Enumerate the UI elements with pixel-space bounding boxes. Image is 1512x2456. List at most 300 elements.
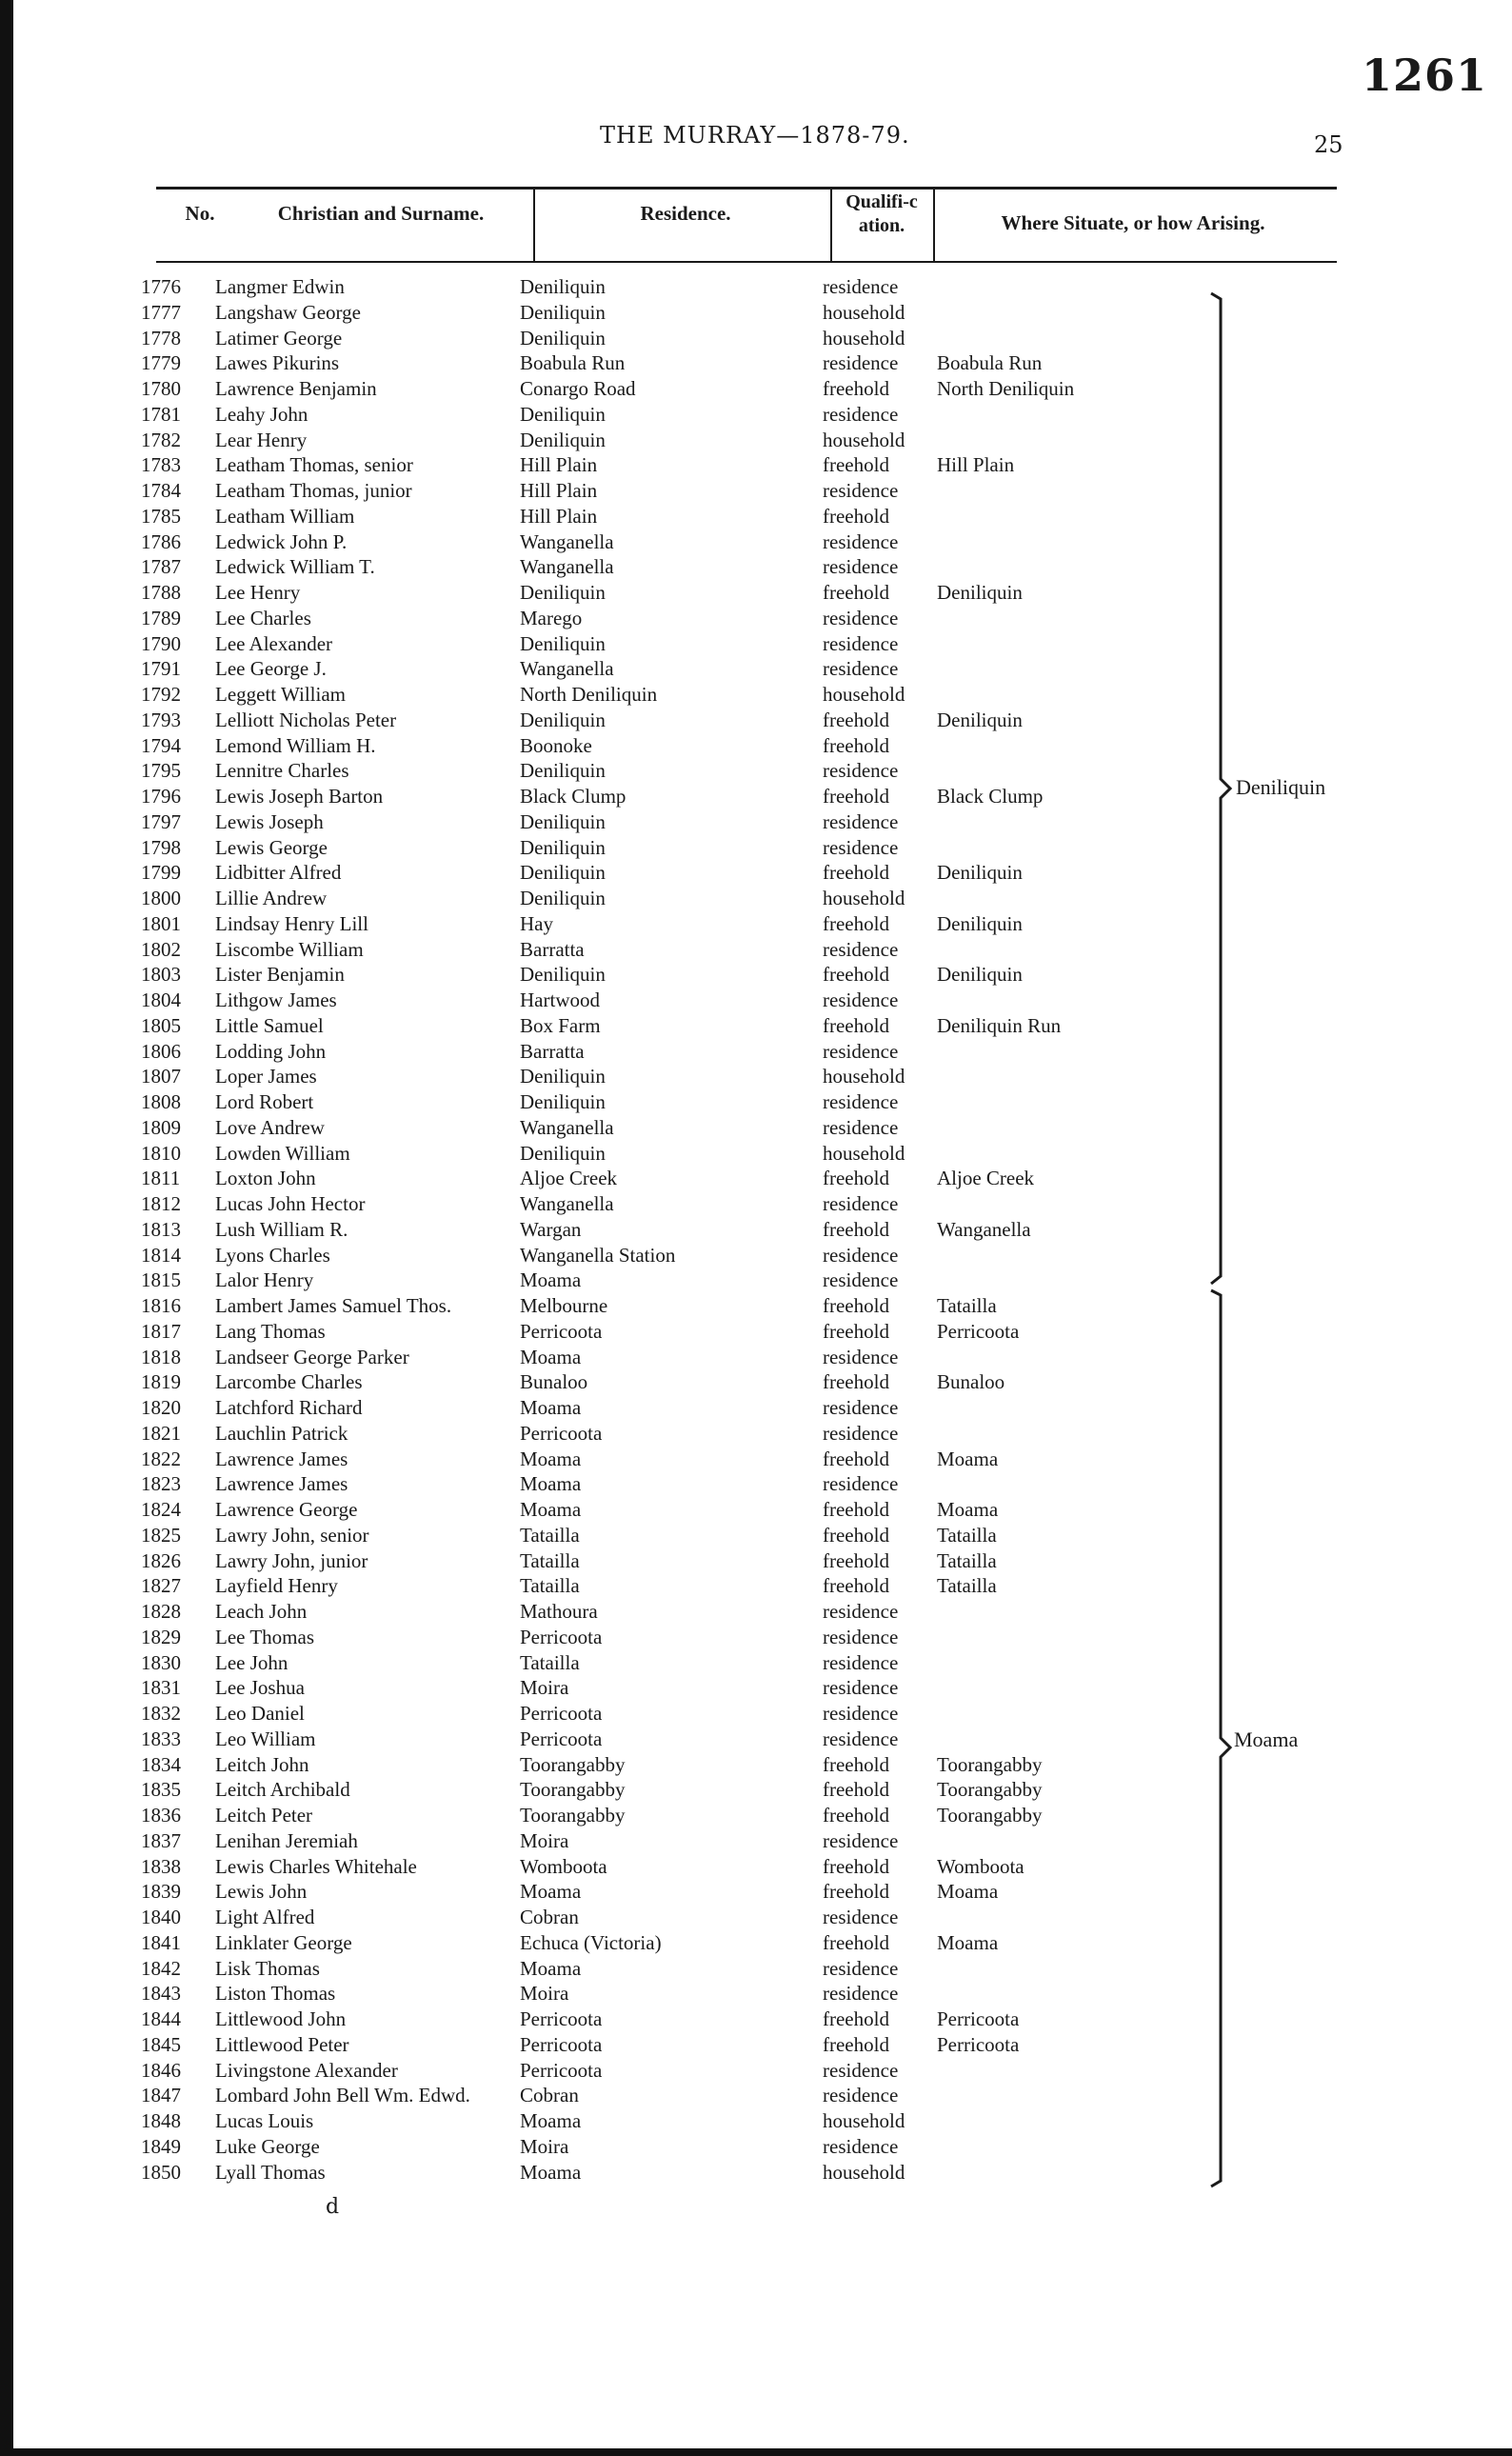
entry-number: 1836 <box>141 1804 181 1827</box>
entry-residence: Deniliquin <box>520 428 606 451</box>
entry-residence: Moira <box>520 2134 569 2158</box>
entry-qualification: freehold <box>823 1548 889 1572</box>
entry-residence: Hill Plain <box>520 479 598 502</box>
entry-number: 1817 <box>141 1319 181 1343</box>
group-brace-svg <box>1200 286 1257 2190</box>
entry-residence: Wombootа <box>520 1854 607 1878</box>
entry-name: Lyons Charles <box>215 1243 330 1267</box>
entry-residence: Wanganella <box>520 657 614 681</box>
entry-name: Littlewood Peter <box>215 2032 349 2056</box>
entry-qualification: freehold <box>823 1880 889 1904</box>
entry-qualification: residence <box>823 2134 899 2158</box>
entry-number: 1776 <box>141 275 181 298</box>
col-header-name: Christian and Surname. <box>277 202 485 225</box>
entry-qualification: residence <box>823 1625 899 1648</box>
entry-qualification: residence <box>823 1396 899 1419</box>
entry-qualification: freehold <box>823 2032 889 2056</box>
entry-residence: Moama <box>520 1472 582 1496</box>
entry-qualification: residence <box>823 937 899 961</box>
entry-qualification: household <box>823 887 905 909</box>
entry-name: Lisk Thomas <box>215 1956 320 1980</box>
entry-number: 1846 <box>141 2058 181 2082</box>
entry-number: 1835 <box>141 1778 181 1802</box>
entry-residence: Black Clump <box>520 785 627 808</box>
col-header-qualification-text: Qualifi-cation. <box>846 191 918 236</box>
entry-number: 1792 <box>141 683 181 706</box>
entry-name: Lemond William H. <box>215 733 376 757</box>
entry-residence: Conargo Road <box>520 377 636 400</box>
entry-residence: Boonoke <box>520 733 592 757</box>
entry-qualification: freehold <box>823 1013 889 1037</box>
group-label-deniliquin: Deniliquin <box>1236 775 1326 799</box>
entry-residence: North Deniliquin <box>520 683 658 706</box>
entry-name: Lord Robert <box>215 1090 314 1113</box>
entry-where: Deniliquin <box>937 581 1023 604</box>
entry-where: Deniliquin <box>937 861 1023 885</box>
entry-number: 1780 <box>141 377 181 400</box>
entry-name: Light Alfred <box>215 1906 315 1928</box>
entry-number: 1828 <box>141 1600 181 1623</box>
entry-number: 1782 <box>141 428 181 451</box>
entry-name: Lindsay Henry Lill <box>215 911 368 935</box>
entry-qualification: residence <box>823 759 899 783</box>
col-header-residence: Residence. <box>640 202 731 225</box>
entry-residence: Wanganella <box>520 1115 614 1139</box>
entry-residence: Marego <box>520 606 583 629</box>
entry-name: Luke George <box>215 2134 320 2158</box>
entry-number: 1810 <box>141 1141 181 1165</box>
entry-qualification: residence <box>823 1828 899 1852</box>
entry-qualification: residence <box>823 1192 899 1215</box>
entry-residence: Hay <box>520 911 553 935</box>
entry-name: Leitch John <box>215 1752 309 1776</box>
entry-qualification: freehold <box>823 1752 889 1776</box>
entry-residence: Mathoura <box>520 1600 598 1623</box>
header-divider-2 <box>830 187 832 261</box>
entry-residence: Deniliquin <box>520 300 606 324</box>
entry-residence: Deniliquin <box>520 631 606 655</box>
entry-number: 1827 <box>141 1574 181 1598</box>
brace-moama <box>1211 1290 1230 2186</box>
entry-number: 1788 <box>141 581 181 604</box>
entry-qualification: residence <box>823 835 899 859</box>
entry-residence: Toorangabby <box>520 1778 626 1802</box>
entry-qualification: residence <box>823 988 899 1011</box>
entry-residence: Perricoota <box>520 1702 603 1725</box>
entry-number: 1837 <box>141 1828 181 1852</box>
entry-residence: Moama <box>520 1880 582 1904</box>
entry-name: Lawrence James <box>215 1447 348 1470</box>
entry-number: 1838 <box>141 1854 181 1878</box>
entry-where: Perricoota <box>937 2032 1020 2056</box>
entry-residence: Bunaloo <box>520 1370 588 1394</box>
entry-qualification: residence <box>823 1956 899 1980</box>
header-divider-3 <box>933 187 935 261</box>
entry-name: Lee Henry <box>215 581 301 604</box>
entry-residence: Tatailla <box>520 1548 580 1572</box>
entry-number: 1794 <box>141 733 181 757</box>
entry-name: Lee Alexander <box>215 631 333 655</box>
entry-qualification: residence <box>823 1115 899 1139</box>
entry-qualification: residence <box>823 1090 899 1113</box>
entry-number: 1793 <box>141 708 181 731</box>
entry-qualification: household <box>823 428 905 451</box>
entry-where: Moama <box>937 1930 999 1954</box>
entry-name: Littlewood John <box>215 2007 347 2030</box>
entry-number: 1779 <box>141 351 181 375</box>
entry-number: 1804 <box>141 988 181 1011</box>
entry-name: Ledwick William T. <box>215 555 375 579</box>
entry-qualification: household <box>823 2109 905 2132</box>
entry-qualification: freehold <box>823 1778 889 1802</box>
entry-residence: Moama <box>520 1447 582 1470</box>
entry-qualification: freehold <box>823 504 889 528</box>
entry-residence: Wanganella <box>520 1192 614 1215</box>
entry-name: Lang Thomas <box>215 1319 326 1343</box>
entry-number: 1785 <box>141 504 181 528</box>
entry-number: 1815 <box>141 1268 181 1292</box>
entry-where: Moama <box>937 1880 999 1904</box>
entry-qualification: freehold <box>823 708 889 731</box>
entry-residence: Barratta <box>520 937 585 961</box>
entry-where: Toorangabby <box>937 1778 1043 1802</box>
entry-name: Liscombe William <box>215 937 364 961</box>
entry-number: 1778 <box>141 326 181 349</box>
entry-qualification: residence <box>823 1345 899 1368</box>
entry-number: 1809 <box>141 1115 181 1139</box>
entry-name: Langmer Edwin <box>215 275 345 298</box>
entry-name: Little Samuel <box>215 1013 324 1037</box>
scan-edge-left <box>0 0 13 2456</box>
entry-where: Toorangabby <box>937 1804 1043 1827</box>
entry-number: 1802 <box>141 937 181 961</box>
entry-residence: Moira <box>520 1676 569 1700</box>
entry-where: Deniliquin <box>937 963 1023 987</box>
entry-number: 1830 <box>141 1650 181 1674</box>
entry-number: 1839 <box>141 1880 181 1904</box>
footer-mark: d <box>326 2195 340 2219</box>
entry-qualification: residence <box>823 1906 899 1928</box>
entry-qualification: freehold <box>823 453 889 477</box>
entry-number: 1850 <box>141 2160 181 2184</box>
col-header-no: No. <box>185 202 215 225</box>
entry-name: Loper James <box>215 1065 317 1088</box>
entry-number: 1834 <box>141 1752 181 1776</box>
entry-name: Lithgow James <box>215 988 337 1011</box>
entry-name: Lyall Thomas <box>215 2160 326 2184</box>
entry-qualification: residence <box>823 529 899 553</box>
entry-number: 1808 <box>141 1090 181 1113</box>
entry-qualification: residence <box>823 1268 899 1292</box>
entry-residence: Moama <box>520 2109 582 2132</box>
entry-qualification: residence <box>823 1982 899 2006</box>
entry-name: Lawrence George <box>215 1498 358 1521</box>
page-number: 1261 <box>1362 50 1488 101</box>
entry-residence: Tatailla <box>520 1574 580 1598</box>
entry-where: Wanganella <box>937 1217 1031 1241</box>
entry-number: 1849 <box>141 2134 181 2158</box>
entry-residence: Toorangabby <box>520 1752 626 1776</box>
entry-residence: Tatailla <box>520 1650 580 1674</box>
entry-where: Tatailla <box>937 1548 997 1572</box>
entry-number: 1844 <box>141 2007 181 2030</box>
entry-residence: Moama <box>520 1345 582 1368</box>
entry-number: 1791 <box>141 657 181 681</box>
entry-number: 1795 <box>141 759 181 783</box>
entry-number: 1799 <box>141 861 181 885</box>
entry-residence: Deniliquin <box>520 708 606 731</box>
entry-where: Bunaloo <box>937 1370 1005 1394</box>
entry-qualification: residence <box>823 351 899 375</box>
entry-name: Lee George J. <box>215 657 327 681</box>
entry-name: Lear Henry <box>215 428 308 451</box>
entry-qualification: residence <box>823 631 899 655</box>
entry-number: 1847 <box>141 2084 181 2107</box>
entry-name: Lewis George <box>215 835 328 859</box>
entry-residence: Wanganella <box>520 555 614 579</box>
entry-qualification: residence <box>823 1039 899 1063</box>
entry-qualification: household <box>823 683 905 706</box>
entry-number: 1781 <box>141 402 181 426</box>
entry-number: 1797 <box>141 809 181 833</box>
entry-name: Lelliott Nicholas Peter <box>215 708 397 731</box>
entry-residence: Melbourne <box>520 1294 608 1317</box>
entry-qualification: freehold <box>823 963 889 987</box>
entry-name: Lush William R. <box>215 1217 348 1241</box>
entry-residence: Moira <box>520 1828 569 1852</box>
entry-qualification: residence <box>823 657 899 681</box>
entry-number: 1832 <box>141 1702 181 1725</box>
entry-qualification: freehold <box>823 1854 889 1878</box>
entry-name: Lewis Charles Whitehale <box>215 1854 417 1878</box>
entry-residence: Perricoota <box>520 2032 603 2056</box>
entry-residence: Perricoota <box>520 1625 603 1648</box>
entry-name: Leatham Thomas, junior <box>215 479 412 502</box>
entry-number: 1848 <box>141 2109 181 2132</box>
sub-page-number: 25 <box>1314 131 1343 158</box>
entry-number: 1821 <box>141 1421 181 1445</box>
entry-name: Lee Thomas <box>215 1625 314 1648</box>
entry-name: Lee Charles <box>215 606 311 629</box>
entry-number: 1796 <box>141 785 181 808</box>
group-label-moama: Moama <box>1234 1727 1299 1751</box>
entry-name: Larcombe Charles <box>215 1370 363 1394</box>
entry-name: Lambert James Samuel Thos. <box>215 1294 452 1317</box>
entry-name: Lawrence James <box>215 1472 348 1496</box>
entry-name: Linklater George <box>215 1930 352 1954</box>
entry-where: Tatailla <box>937 1574 997 1598</box>
entry-residence: Deniliquin <box>520 326 606 349</box>
entry-residence: Cobran <box>520 1906 579 1928</box>
entry-where: Perricoota <box>937 2007 1020 2030</box>
entry-name: Leo William <box>215 1727 316 1750</box>
entry-residence: Moama <box>520 1396 582 1419</box>
entry-name: Lewis Joseph <box>215 809 324 833</box>
entry-residence: Hill Plain <box>520 504 598 528</box>
entry-residence: Wanganella <box>520 529 614 553</box>
entry-qualification: freehold <box>823 785 889 808</box>
entry-qualification: freehold <box>823 1523 889 1547</box>
entry-qualification: residence <box>823 402 899 426</box>
entry-number: 1823 <box>141 1472 181 1496</box>
entry-residence: Moama <box>520 1956 582 1980</box>
entry-name: Lauchlin Patrick <box>215 1421 348 1445</box>
entry-qualification: residence <box>823 809 899 833</box>
entry-name: Lawry John, senior <box>215 1523 369 1547</box>
entry-number: 1789 <box>141 606 181 629</box>
entry-name: Leahy John <box>215 402 308 426</box>
entry-number: 1818 <box>141 1345 181 1368</box>
entry-number: 1801 <box>141 911 181 935</box>
entry-where: Toorangabby <box>937 1752 1043 1776</box>
entry-qualification: residence <box>823 1727 899 1750</box>
entry-residence: Barratta <box>520 1039 585 1063</box>
entry-residence: Deniliquin <box>520 1090 606 1113</box>
entry-qualification: residence <box>823 2058 899 2082</box>
entry-where: Black Clump <box>937 785 1044 808</box>
entry-name: Lucas Louis <box>215 2109 314 2132</box>
entry-number: 1814 <box>141 1243 181 1267</box>
entry-residence: Moira <box>520 1982 569 2006</box>
entry-qualification: residence <box>823 1676 899 1700</box>
entry-where: Deniliquin <box>937 911 1023 935</box>
entry-number: 1825 <box>141 1523 181 1547</box>
entry-number: 1812 <box>141 1192 181 1215</box>
entry-number: 1800 <box>141 887 181 909</box>
entry-number: 1811 <box>141 1167 181 1190</box>
entry-residence: Moama <box>520 1268 582 1292</box>
entry-qualification: freehold <box>823 861 889 885</box>
entry-qualification: freehold <box>823 377 889 400</box>
entry-number: 1831 <box>141 1676 181 1700</box>
entry-residence: Moama <box>520 1498 582 1521</box>
entry-qualification: residence <box>823 1472 899 1496</box>
entry-qualification: household <box>823 1065 905 1088</box>
entry-name: Leggett William <box>215 683 346 706</box>
entry-number: 1816 <box>141 1294 181 1317</box>
entry-qualification: freehold <box>823 1319 889 1343</box>
entry-qualification: freehold <box>823 1167 889 1190</box>
entry-name: Latchford Richard <box>215 1396 363 1419</box>
entry-name: Leatham William <box>215 504 355 528</box>
entry-number: 1841 <box>141 1930 181 1954</box>
col-header-qualification <box>834 190 929 238</box>
entry-qualification: residence <box>823 1702 899 1725</box>
entry-name: Lowden William <box>215 1141 350 1165</box>
entry-qualification: residence <box>823 479 899 502</box>
entry-name: Lucas John Hector <box>215 1192 366 1215</box>
entry-number: 1787 <box>141 555 181 579</box>
entry-number: 1777 <box>141 300 181 324</box>
entry-residence: Deniliquin <box>520 275 606 298</box>
entry-residence: Tatailla <box>520 1523 580 1547</box>
entry-where: North Deniliquin <box>937 377 1075 400</box>
entry-residence: Wanganella Station <box>520 1243 676 1267</box>
entry-number: 1798 <box>141 835 181 859</box>
entry-name: Lewis Joseph Barton <box>215 785 384 808</box>
header-bottom-rule <box>156 261 1337 263</box>
col-header-where: Where Situate, or how Arising. <box>1001 211 1265 234</box>
entry-residence: Perricoota <box>520 2058 603 2082</box>
entry-name: Lee Joshua <box>215 1676 305 1700</box>
entry-where: Tatailla <box>937 1523 997 1547</box>
entry-name: Lombard John Bell Wm. Edwd. <box>215 2084 470 2107</box>
entry-residence: Deniliquin <box>520 1065 606 1088</box>
entry-where: Womboota <box>937 1854 1025 1878</box>
entry-name: Leitch Archibald <box>215 1778 350 1802</box>
entry-qualification: freehold <box>823 1498 889 1521</box>
entry-qualification: residence <box>823 2084 899 2107</box>
entry-name: Landseer George Parker <box>215 1345 409 1368</box>
entry-qualification: freehold <box>823 2007 889 2030</box>
entry-name: Lawes Pikurins <box>215 351 340 375</box>
entry-residence: Cobran <box>520 2084 579 2107</box>
entry-number: 1807 <box>141 1065 181 1088</box>
entry-qualification: freehold <box>823 1804 889 1827</box>
entry-name: Leitch Peter <box>215 1804 313 1827</box>
entry-where: Aljoe Creek <box>937 1167 1035 1190</box>
entry-where: Deniliquin Run <box>937 1013 1062 1037</box>
entry-qualification: residence <box>823 275 899 298</box>
entry-residence: Deniliquin <box>520 835 606 859</box>
entry-number: 1783 <box>141 453 181 477</box>
entry-qualification: residence <box>823 1650 899 1674</box>
entry-residence: Deniliquin <box>520 861 606 885</box>
entry-residence: Deniliquin <box>520 809 606 833</box>
entry-name: Lodding John <box>215 1039 327 1063</box>
entry-number: 1813 <box>141 1217 181 1241</box>
entry-where: Boabula Run <box>937 351 1043 375</box>
entry-name: Layfield Henry <box>215 1574 338 1598</box>
entry-qualification: residence <box>823 555 899 579</box>
entry-residence: Echuca (Victoria) <box>520 1930 662 1954</box>
entry-name: Lewis John <box>215 1880 308 1904</box>
entry-residence: Perricoota <box>520 1727 603 1750</box>
entry-number: 1805 <box>141 1013 181 1037</box>
entry-number: 1824 <box>141 1498 181 1521</box>
brace-deniliquin <box>1211 293 1230 1284</box>
entry-qualification: freehold <box>823 1217 889 1241</box>
entry-where: Tatailla <box>937 1294 997 1317</box>
entry-number: 1842 <box>141 1956 181 1980</box>
entry-name: Leatham Thomas, senior <box>215 453 413 477</box>
entry-number: 1784 <box>141 479 181 502</box>
entry-name: Leo Daniel <box>215 1702 305 1725</box>
entry-number: 1833 <box>141 1727 181 1750</box>
page-title: THE MURRAY—1878-79. <box>600 122 910 149</box>
entry-residence: Deniliquin <box>520 581 606 604</box>
entry-name: Lawry John, junior <box>215 1548 368 1572</box>
entry-name: Ledwick John P. <box>215 529 348 553</box>
entry-name: Lillie Andrew <box>215 887 328 909</box>
header-top-rule <box>156 187 1337 190</box>
entry-name: Lister Benjamin <box>215 963 345 987</box>
entry-number: 1845 <box>141 2032 181 2056</box>
entry-number: 1826 <box>141 1548 181 1572</box>
entry-qualification: freehold <box>823 1447 889 1470</box>
entry-residence: Toorangabby <box>520 1804 626 1827</box>
entry-qualification: household <box>823 300 905 324</box>
entry-qualification: household <box>823 1141 905 1165</box>
entry-qualification: freehold <box>823 733 889 757</box>
entry-qualification: residence <box>823 1421 899 1445</box>
entry-qualification: freehold <box>823 1370 889 1394</box>
entry-name: Lalor Henry <box>215 1268 314 1292</box>
entry-residence: Boabula Run <box>520 351 626 375</box>
entry-residence: Deniliquin <box>520 1141 606 1165</box>
entry-name: Loxton John <box>215 1167 316 1190</box>
entry-qualification: freehold <box>823 581 889 604</box>
